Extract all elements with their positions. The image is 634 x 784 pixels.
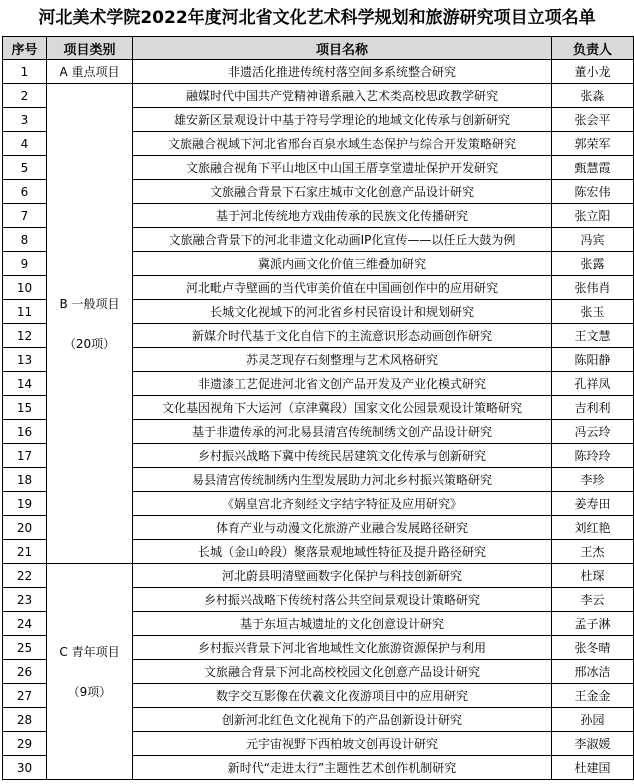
project-name: 元宇宙视野下西柏坡文创再设计研究: [133, 732, 552, 756]
table-row: [3, 84, 634, 108]
project-name: 《娲皇宫北齐刻经文字结字特征及应用研究》: [133, 492, 552, 516]
project-owner: 李云: [552, 588, 634, 612]
row-number: 7: [3, 204, 47, 228]
table-row: [3, 564, 634, 588]
project-owner: 王文慧: [552, 324, 634, 348]
project-owner: 冯宾: [552, 228, 634, 252]
project-name: 基于河北传统地方戏曲传承的民族文化传播研究: [133, 204, 552, 228]
project-owner: 冯云玲: [552, 420, 634, 444]
project-name: 文化基因视角下大运河（京津冀段）国家文化公园景观设计策略研究: [133, 396, 552, 420]
project-owner: 邢冰洁: [552, 660, 634, 684]
row-number: 23: [3, 588, 47, 612]
category-label: B 一般项目: [59, 296, 120, 311]
category-cell: [47, 60, 133, 84]
project-owner: 张冬晴: [552, 636, 634, 660]
project-owner: 李淑媛: [552, 732, 634, 756]
row-number: 11: [3, 300, 47, 324]
project-name: 基于东垣古城遗址的文化创意设计研究: [133, 612, 552, 636]
project-name: 新时代“走进太行”主题性艺术创作机制研究: [133, 756, 552, 780]
row-number: 10: [3, 276, 47, 300]
project-owner: 刘红艳: [552, 516, 634, 540]
project-name: 新媒介时代基于文化自信下的主流意识形态动画创作研究: [133, 324, 552, 348]
project-name: 文旅融合视角下平山地区中山国王厝享堂遗址保护开发研究: [133, 156, 552, 180]
category-cell: [47, 84, 133, 564]
table-body: [3, 60, 634, 780]
project-name: 乡村振兴背景下河北省地域性文化旅游资源保护与利用: [133, 636, 552, 660]
header-name: 项目名称: [133, 37, 552, 60]
row-number: 21: [3, 540, 47, 564]
row-number: 30: [3, 756, 47, 780]
project-name: 苏灵芝现存石刻整理与艺术风格研究: [133, 348, 552, 372]
category-cell: [47, 564, 133, 780]
project-table: [2, 36, 634, 780]
project-owner: 张淼: [552, 84, 634, 108]
project-name: 文旅融合视域下河北省邢台百泉水域生态保护与综合开发策略研究: [133, 132, 552, 156]
project-name: 乡村振兴战略下冀中传统民居建筑文化传承与创新研究: [133, 444, 552, 468]
project-owner: 张露: [552, 252, 634, 276]
project-name: 非遗漆工艺促进河北省文创产品开发及产业化模式研究: [133, 372, 552, 396]
row-number: 9: [3, 252, 47, 276]
row-number: 28: [3, 708, 47, 732]
row-number: 18: [3, 468, 47, 492]
project-owner: 陈阳静: [552, 348, 634, 372]
project-name: 乡村振兴战略下传统村落公共空间景观设计策略研究: [133, 588, 552, 612]
project-owner: 杜琛: [552, 564, 634, 588]
project-owner: 张会平: [552, 108, 634, 132]
row-number: 8: [3, 228, 47, 252]
project-owner: 孙园: [552, 708, 634, 732]
project-owner: 张立阳: [552, 204, 634, 228]
row-number: 17: [3, 444, 47, 468]
project-name: 文旅融合背景下的河北非遗文化动画IP化宣传——以任丘大鼓为例: [133, 228, 552, 252]
category-count: （20项）: [63, 336, 116, 351]
row-number: 5: [3, 156, 47, 180]
row-number: 24: [3, 612, 47, 636]
project-name: 长城文化视域下的河北省乡村民宿设计和规划研究: [133, 300, 552, 324]
table-header-row: [3, 37, 634, 60]
project-owner: 张玉: [552, 300, 634, 324]
row-number: 14: [3, 372, 47, 396]
project-name: 冀派内画文化价值三维叠加研究: [133, 252, 552, 276]
project-owner: 吉利利: [552, 396, 634, 420]
project-owner: 陈宏伟: [552, 180, 634, 204]
row-number: 4: [3, 132, 47, 156]
project-owner: 姜寿田: [552, 492, 634, 516]
project-name: 长城（金山岭段）聚落景观地域性特征及提升路径研究: [133, 540, 552, 564]
project-name: 创新河北红色文化视角下的产品创新设计研究: [133, 708, 552, 732]
category-count: （9项）: [67, 684, 112, 699]
project-name: 雄安新区景观设计中基于符号学理论的地域文化传承与创新研究: [133, 108, 552, 132]
project-owner: 甄慧霞: [552, 156, 634, 180]
row-number: 22: [3, 564, 47, 588]
project-name: 体育产业与动漫文化旅游产业融合发展路径研究: [133, 516, 552, 540]
row-number: 16: [3, 420, 47, 444]
project-owner: 王金金: [552, 684, 634, 708]
project-owner: 孟子淋: [552, 612, 634, 636]
project-name: 河北毗卢寺壁画的当代审美价值在中国画创作中的应用研究: [133, 276, 552, 300]
document-title: 河北美术学院2022年度河北省文化艺术科学规划和旅游研究项目立项名单: [38, 8, 596, 28]
project-name: 非遗活化推进传统村落空间多系统整合研究: [133, 60, 552, 84]
row-number: 1: [3, 60, 47, 84]
row-number: 19: [3, 492, 47, 516]
project-owner: 陈玲玲: [552, 444, 634, 468]
row-number: 15: [3, 396, 47, 420]
row-number: 25: [3, 636, 47, 660]
project-name: 文旅融合背景下石家庄城市文化创意产品设计研究: [133, 180, 552, 204]
table-row: [3, 60, 634, 84]
row-number: 12: [3, 324, 47, 348]
project-name: 文旅融合背景下河北高校校园文化创意产品设计研究: [133, 660, 552, 684]
project-owner: 李珍: [552, 468, 634, 492]
project-owner: 王杰: [552, 540, 634, 564]
project-owner: 孔祥凤: [552, 372, 634, 396]
header-category: 项目类别: [47, 37, 133, 60]
row-number: 27: [3, 684, 47, 708]
row-number: 20: [3, 516, 47, 540]
project-name: 河北蔚县明清壁画数字化保护与科技创新研究: [133, 564, 552, 588]
project-owner: 张伟肖: [552, 276, 634, 300]
header-no: 序号: [3, 37, 47, 60]
row-number: 13: [3, 348, 47, 372]
header-owner: 负责人: [552, 37, 634, 60]
project-owner: 郭荣军: [552, 132, 634, 156]
project-name: 数字交互影像在伏羲文化夜游项目中的应用研究: [133, 684, 552, 708]
project-name: 融媒时代中国共产党精神谱系融入艺术类高校思政教学研究: [133, 84, 552, 108]
project-name: 基于非遗传承的河北易县清宫传统制绣文创产品设计研究: [133, 420, 552, 444]
row-number: 3: [3, 108, 47, 132]
row-number: 29: [3, 732, 47, 756]
row-number: 2: [3, 84, 47, 108]
project-name: 易县清宫传统制绣内生型发展助力河北乡村振兴策略研究: [133, 468, 552, 492]
project-owner: 杜建国: [552, 756, 634, 780]
category-label: A 重点项目: [59, 64, 120, 79]
row-number: 26: [3, 660, 47, 684]
row-number: 6: [3, 180, 47, 204]
category-label: C 青年项目: [59, 644, 120, 659]
project-owner: 董小龙: [552, 60, 634, 84]
